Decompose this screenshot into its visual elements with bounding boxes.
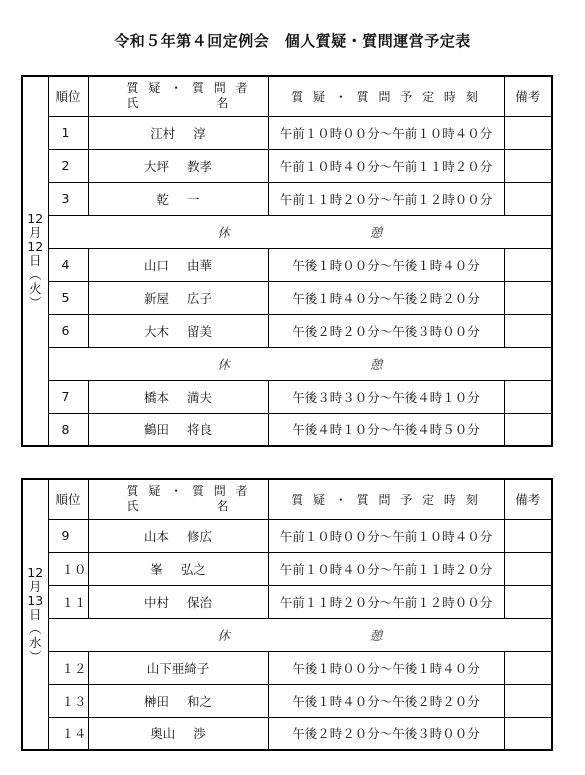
date-cell <box>22 76 48 446</box>
note-cell <box>504 380 552 413</box>
header-row <box>22 76 552 116</box>
table-row <box>22 413 552 446</box>
break-cell <box>48 215 552 248</box>
break-label-kei: 憩 <box>369 627 383 643</box>
name-given: 修広 <box>187 528 213 544</box>
name-family: 乾 <box>156 191 169 207</box>
name-family: 峯 <box>150 561 163 577</box>
name-family: 江村 <box>150 125 176 141</box>
name-given: 和之 <box>187 693 213 709</box>
time-cell: 午前１０時４０分～午前１１時２０分 <box>268 552 504 585</box>
note-cell <box>504 651 552 684</box>
order-cell: １４ <box>48 717 88 750</box>
table-row <box>22 585 552 618</box>
name-family: 山下亜綺子 <box>146 660 210 676</box>
name-cell <box>88 314 268 347</box>
header-name-shi: 氏 <box>126 499 139 514</box>
table-row <box>22 182 552 215</box>
note-cell <box>504 116 552 149</box>
order-cell: 9 <box>48 519 88 552</box>
schedule-table-day2 <box>21 478 553 751</box>
name-given: 満夫 <box>187 389 213 405</box>
name-cell <box>88 717 268 750</box>
order-cell: １０ <box>48 552 88 585</box>
name-given: 淳 <box>193 125 206 141</box>
header-name <box>88 76 268 116</box>
name-family: 山本 <box>143 528 169 544</box>
date-char: 月 <box>28 225 42 240</box>
note-cell <box>504 248 552 281</box>
header-note: 備考 <box>504 76 552 116</box>
name-given: 保治 <box>187 594 213 610</box>
date-char: 12 <box>27 211 44 226</box>
time-cell: 午後４時１０分～午後４時５０分 <box>268 413 504 446</box>
name-cell <box>88 116 268 149</box>
note-cell <box>504 281 552 314</box>
note-cell <box>504 552 552 585</box>
note-cell <box>504 182 552 215</box>
table-row <box>22 717 552 750</box>
time-cell: 午前１１時２０分～午前１２時００分 <box>268 182 504 215</box>
date-char: 月 <box>28 578 42 594</box>
table-row <box>22 281 552 314</box>
name-cell <box>88 519 268 552</box>
order-cell: 8 <box>48 413 88 446</box>
table-row <box>22 248 552 281</box>
table-row <box>22 519 552 552</box>
time-cell: 午前１０時００分～午前１０時４０分 <box>268 519 504 552</box>
date-char: 日 <box>28 606 42 622</box>
header-name <box>88 479 268 519</box>
name-given: 由華 <box>187 257 213 273</box>
header-row <box>22 479 552 519</box>
header-name-mei: 名 <box>216 96 229 111</box>
header-name-mei: 名 <box>216 499 229 514</box>
time-cell: 午前１１時２０分～午前１２時００分 <box>268 585 504 618</box>
break-label-kyu: 休 <box>217 224 230 240</box>
time-cell: 午後２時２０分～午後３時００分 <box>268 717 504 750</box>
order-cell: 3 <box>48 182 88 215</box>
order-cell: １２ <box>48 651 88 684</box>
name-cell <box>88 248 268 281</box>
header-name-line1: 質 疑 ・ 質 問 者 <box>126 484 251 499</box>
name-given: 教孝 <box>187 158 213 174</box>
header-name-line2 <box>89 499 268 514</box>
date-char: 日 <box>28 253 42 268</box>
break-cell <box>48 347 552 380</box>
note-cell <box>504 149 552 182</box>
time-cell: 午後１時４０分～午後２時２０分 <box>268 684 504 717</box>
name-family: 大坪 <box>143 158 169 174</box>
note-cell <box>504 314 552 347</box>
order-cell: 1 <box>48 116 88 149</box>
table-row <box>22 149 552 182</box>
table-row <box>22 651 552 684</box>
date-char: ︶ <box>28 295 42 310</box>
page-title: 令和５年第４回定例会 個人質疑・質問運営予定表 <box>114 32 471 50</box>
header-order: 順位 <box>48 479 88 519</box>
name-given: 将良 <box>187 422 213 438</box>
note-cell <box>504 413 552 446</box>
break-cell <box>48 618 552 651</box>
header-name-line1: 質 疑 ・ 質 問 者 <box>126 81 251 96</box>
date-char: 13 <box>27 592 44 608</box>
header-name-shi: 氏 <box>126 96 139 111</box>
order-cell: 5 <box>48 281 88 314</box>
time-cell: 午後１時００分～午後１時４０分 <box>268 248 504 281</box>
schedule-table-day1 <box>21 75 553 447</box>
name-family: 橋本 <box>143 389 169 405</box>
break-label-kyu: 休 <box>217 627 230 643</box>
break-label-kyu: 休 <box>217 356 230 372</box>
note-cell <box>504 585 552 618</box>
name-family: 山口 <box>143 257 169 273</box>
time-cell: 午後１時４０分～午後２時２０分 <box>268 281 504 314</box>
time-cell: 午後２時２０分～午後３時００分 <box>268 314 504 347</box>
time-cell: 午後１時００分～午後１時４０分 <box>268 651 504 684</box>
break-row <box>22 347 552 380</box>
note-cell <box>504 717 552 750</box>
order-cell: 4 <box>48 248 88 281</box>
date-cell <box>22 479 48 750</box>
table-row <box>22 116 552 149</box>
note-cell <box>504 684 552 717</box>
time-cell: 午後３時３０分～午後４時１０分 <box>268 380 504 413</box>
table-row <box>22 552 552 585</box>
time-cell: 午前１０時００分～午前１０時４０分 <box>268 116 504 149</box>
name-cell <box>88 149 268 182</box>
date-char: ︵ <box>28 620 42 636</box>
name-family: 中村 <box>143 594 169 610</box>
order-cell: 7 <box>48 380 88 413</box>
order-cell: 6 <box>48 314 88 347</box>
name-cell <box>88 684 268 717</box>
break-row <box>22 618 552 651</box>
name-cell <box>88 380 268 413</box>
name-cell <box>88 552 268 585</box>
name-given: 渉 <box>193 726 206 742</box>
header-time: 質 疑 ・ 質 問 予 定 時 刻 <box>268 76 504 116</box>
table-row <box>22 684 552 717</box>
date-char: 12 <box>27 239 44 254</box>
name-given: 弘之 <box>180 561 206 577</box>
date-char: 水 <box>28 634 42 650</box>
name-family: 鶴田 <box>143 422 169 438</box>
name-family: 榊田 <box>143 693 169 709</box>
name-cell <box>88 413 268 446</box>
name-family: 奥山 <box>150 726 176 742</box>
header-order: 順位 <box>48 76 88 116</box>
name-family: 大木 <box>143 323 169 339</box>
order-cell: １３ <box>48 684 88 717</box>
name-cell <box>88 182 268 215</box>
date-char: 12 <box>27 564 44 580</box>
header-note: 備考 <box>504 479 552 519</box>
note-cell <box>504 519 552 552</box>
table-row <box>22 380 552 413</box>
date-char: ︵ <box>28 267 42 282</box>
order-cell: １１ <box>48 585 88 618</box>
name-cell <box>88 651 268 684</box>
name-family: 新屋 <box>143 290 169 306</box>
date-char: ︶ <box>28 648 42 664</box>
break-label-kei: 憩 <box>369 224 383 240</box>
header-name-line2 <box>89 96 268 111</box>
time-cell: 午前１０時４０分～午前１１時２０分 <box>268 149 504 182</box>
date-char: 火 <box>28 281 42 296</box>
header-time: 質 疑 ・ 質 問 予 定 時 刻 <box>268 479 504 519</box>
break-label-kei: 憩 <box>369 356 383 372</box>
name-given: 留美 <box>187 323 213 339</box>
name-cell <box>88 281 268 314</box>
order-cell: 2 <box>48 149 88 182</box>
break-row <box>22 215 552 248</box>
name-cell <box>88 585 268 618</box>
name-given: 広子 <box>187 290 213 306</box>
name-given: 一 <box>187 191 200 207</box>
table-row <box>22 314 552 347</box>
